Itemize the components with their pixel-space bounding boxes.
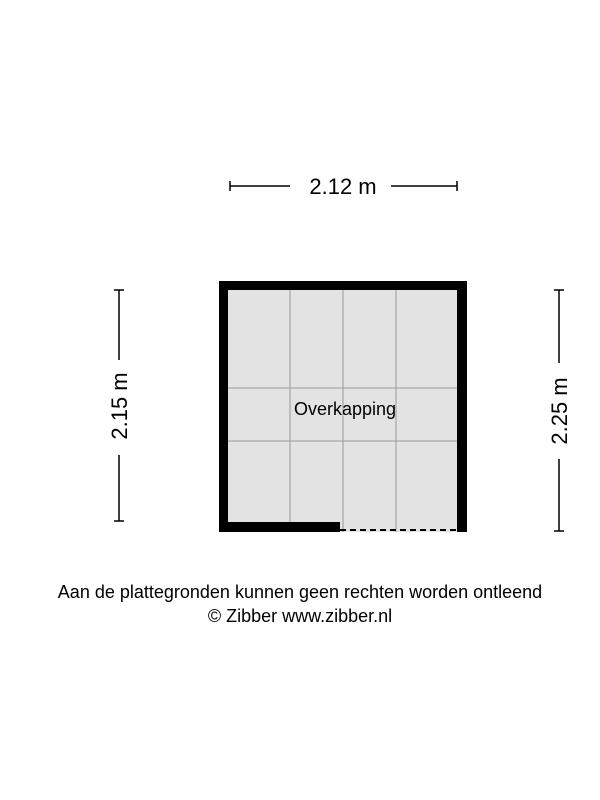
right-dimension	[547, 290, 572, 531]
room-label: Overkapping	[293, 399, 397, 419]
disclaimer-text: Aan de plattegronden kunnen geen rechten worden ontleend	[57, 582, 543, 602]
copyright-text: © Zibber www.zibber.nl	[207, 606, 393, 626]
left-dimension	[107, 290, 132, 521]
top-dimension	[230, 174, 457, 199]
room-overkapping	[219, 281, 467, 532]
wall-top	[219, 281, 467, 290]
right-dimension-label: 2.25 m	[547, 377, 572, 445]
wall-left	[219, 281, 228, 532]
left-dimension-label: 2.15 m	[107, 372, 132, 440]
top-dimension-label: 2.12 m	[309, 174, 377, 199]
wall-right	[457, 281, 467, 532]
wall-bottom-left	[219, 522, 340, 532]
